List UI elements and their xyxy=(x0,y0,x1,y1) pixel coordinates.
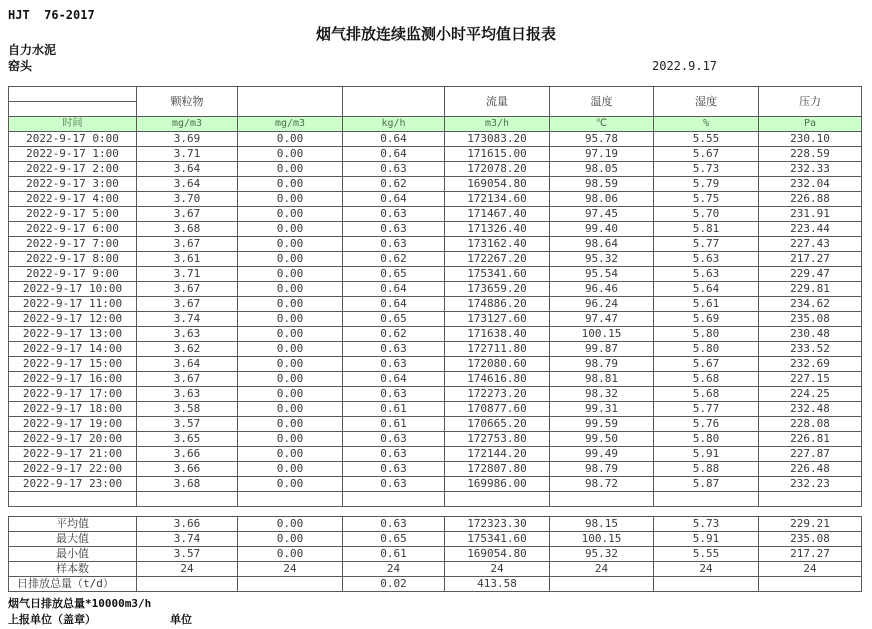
value-cell: 98.59 xyxy=(550,177,654,192)
unit-mgm3-1: mg/m3 xyxy=(137,117,238,132)
company-name: 自力水泥 xyxy=(8,43,57,57)
value-cell: 0.63 xyxy=(343,462,445,477)
value-cell: 98.72 xyxy=(550,477,654,492)
value-cell: 97.47 xyxy=(550,312,654,327)
value-cell: 175341.60 xyxy=(445,532,550,547)
value-cell: 3.61 xyxy=(137,252,238,267)
value-cell: 0.63 xyxy=(343,387,445,402)
value-cell: 5.63 xyxy=(654,267,759,282)
table-row xyxy=(9,282,862,297)
row-label-cell: 2022-9-17 16:00 xyxy=(9,372,137,387)
value-cell: 5.76 xyxy=(654,417,759,432)
value-cell: 96.46 xyxy=(550,282,654,297)
value-cell: 96.24 xyxy=(550,297,654,312)
value-cell: 0.00 xyxy=(238,477,343,492)
value-cell: 3.71 xyxy=(137,267,238,282)
value-cell: 0.64 xyxy=(343,147,445,162)
value-cell: 3.63 xyxy=(137,387,238,402)
summary-row xyxy=(9,562,862,577)
value-cell: 95.78 xyxy=(550,132,654,147)
value-cell: 3.74 xyxy=(137,312,238,327)
table-row xyxy=(9,132,862,147)
value-cell: 171615.00 xyxy=(445,147,550,162)
value-cell: 172711.80 xyxy=(445,342,550,357)
value-cell: 0.00 xyxy=(238,207,343,222)
value-cell: 0.64 xyxy=(343,132,445,147)
value-cell: 3.64 xyxy=(137,357,238,372)
value-cell xyxy=(759,577,862,592)
empty-row xyxy=(9,492,862,507)
row-label-cell: 2022-9-17 22:00 xyxy=(9,462,137,477)
table-row xyxy=(9,177,862,192)
value-cell: 3.71 xyxy=(137,147,238,162)
value-cell: 231.91 xyxy=(759,207,862,222)
value-cell xyxy=(759,492,862,507)
value-cell: 95.54 xyxy=(550,267,654,282)
value-cell xyxy=(550,577,654,592)
value-cell: 0.00 xyxy=(238,372,343,387)
value-cell: 0.00 xyxy=(238,517,343,532)
value-cell: 0.61 xyxy=(343,402,445,417)
value-cell: 97.45 xyxy=(550,207,654,222)
value-cell: 5.79 xyxy=(654,177,759,192)
row-label-cell: 2022-9-17 8:00 xyxy=(9,252,137,267)
row-label-cell: 2022-9-17 1:00 xyxy=(9,147,137,162)
value-cell: 0.00 xyxy=(238,297,343,312)
value-cell: 229.47 xyxy=(759,267,862,282)
value-cell: 226.48 xyxy=(759,462,862,477)
table-row xyxy=(9,147,862,162)
value-cell: 223.44 xyxy=(759,222,862,237)
value-cell: 3.66 xyxy=(137,462,238,477)
value-cell: 173127.60 xyxy=(445,312,550,327)
value-cell: 98.05 xyxy=(550,162,654,177)
value-cell: 0.62 xyxy=(343,327,445,342)
summary-row xyxy=(9,532,862,547)
value-cell: 3.57 xyxy=(137,547,238,562)
value-cell: 3.64 xyxy=(137,162,238,177)
value-cell: 228.59 xyxy=(759,147,862,162)
value-cell: 5.80 xyxy=(654,342,759,357)
value-cell: 227.87 xyxy=(759,447,862,462)
value-cell: 172134.60 xyxy=(445,192,550,207)
value-cell: 24 xyxy=(445,562,550,577)
value-cell: 0.63 xyxy=(343,432,445,447)
value-cell: 0.63 xyxy=(343,517,445,532)
hourly-data-table xyxy=(8,86,862,507)
value-cell: 5.73 xyxy=(654,162,759,177)
value-cell xyxy=(343,492,445,507)
value-cell: 3.70 xyxy=(137,192,238,207)
value-cell: 97.19 xyxy=(550,147,654,162)
value-cell: 99.59 xyxy=(550,417,654,432)
row-label-cell: 2022-9-17 6:00 xyxy=(9,222,137,237)
summary-row xyxy=(9,517,862,532)
unit-pa: Pa xyxy=(759,117,862,132)
header-corner-bottom xyxy=(9,102,137,117)
value-cell: 0.00 xyxy=(238,327,343,342)
unit-header-row xyxy=(9,117,862,132)
header-flow: 流量 xyxy=(445,87,550,117)
row-label-cell: 2022-9-17 13:00 xyxy=(9,327,137,342)
value-cell: 0.64 xyxy=(343,282,445,297)
row-label-cell xyxy=(9,492,137,507)
value-cell: 232.69 xyxy=(759,357,862,372)
row-label-cell: 2022-9-17 10:00 xyxy=(9,282,137,297)
value-cell: 3.66 xyxy=(137,447,238,462)
value-cell xyxy=(137,492,238,507)
unit-label: 单位 xyxy=(170,613,192,626)
value-cell: 0.00 xyxy=(238,177,343,192)
value-cell: 170877.60 xyxy=(445,402,550,417)
value-cell: 224.25 xyxy=(759,387,862,402)
value-cell: 3.68 xyxy=(137,222,238,237)
daily-total-note: 烟气日排放总量*10000m3/h xyxy=(8,597,152,610)
value-cell: 24 xyxy=(759,562,862,577)
value-cell: 226.81 xyxy=(759,432,862,447)
value-cell: 3.67 xyxy=(137,297,238,312)
value-cell: 3.67 xyxy=(137,372,238,387)
value-cell: 98.81 xyxy=(550,372,654,387)
value-cell xyxy=(137,577,238,592)
value-cell: 0.61 xyxy=(343,547,445,562)
value-cell: 5.80 xyxy=(654,432,759,447)
value-cell: 173162.40 xyxy=(445,237,550,252)
row-label-cell: 2022-9-17 9:00 xyxy=(9,267,137,282)
value-cell: 5.88 xyxy=(654,462,759,477)
value-cell: 3.67 xyxy=(137,237,238,252)
value-cell: 99.40 xyxy=(550,222,654,237)
value-cell: 217.27 xyxy=(759,547,862,562)
unit-kgh: kg/h xyxy=(343,117,445,132)
value-cell: 24 xyxy=(654,562,759,577)
value-cell: 99.31 xyxy=(550,402,654,417)
value-cell: 0.00 xyxy=(238,357,343,372)
unit-celsius: ℃ xyxy=(550,117,654,132)
value-cell: 0.62 xyxy=(343,252,445,267)
value-cell: 171467.40 xyxy=(445,207,550,222)
value-cell: 3.67 xyxy=(137,282,238,297)
value-cell: 174616.80 xyxy=(445,372,550,387)
value-cell: 0.00 xyxy=(238,402,343,417)
station-name: 窑头 xyxy=(8,59,33,73)
value-cell: 172273.20 xyxy=(445,387,550,402)
value-cell: 169054.80 xyxy=(445,547,550,562)
value-cell: 235.08 xyxy=(759,312,862,327)
table-row xyxy=(9,162,862,177)
value-cell: 3.67 xyxy=(137,207,238,222)
value-cell: 230.48 xyxy=(759,327,862,342)
value-cell: 233.52 xyxy=(759,342,862,357)
header-time: 时间 xyxy=(9,117,137,132)
header-temperature: 温度 xyxy=(550,87,654,117)
value-cell: 0.00 xyxy=(238,432,343,447)
value-cell: 0.00 xyxy=(238,267,343,282)
value-cell: 230.10 xyxy=(759,132,862,147)
value-cell: 413.58 xyxy=(445,577,550,592)
header-corner-top xyxy=(9,87,137,102)
value-cell: 0.00 xyxy=(238,532,343,547)
value-cell: 0.64 xyxy=(343,372,445,387)
value-cell: 171638.40 xyxy=(445,327,550,342)
value-cell: 0.00 xyxy=(238,147,343,162)
value-cell xyxy=(654,577,759,592)
value-cell: 24 xyxy=(238,562,343,577)
value-cell: 0.00 xyxy=(238,387,343,402)
value-cell: 0.64 xyxy=(343,192,445,207)
value-cell: 5.80 xyxy=(654,327,759,342)
table-row xyxy=(9,372,862,387)
summary-row xyxy=(9,547,862,562)
table-row xyxy=(9,312,862,327)
value-cell xyxy=(445,492,550,507)
value-cell: 170665.20 xyxy=(445,417,550,432)
value-cell: 0.02 xyxy=(343,577,445,592)
value-cell: 0.00 xyxy=(238,447,343,462)
value-cell: 100.15 xyxy=(550,327,654,342)
value-cell: 5.91 xyxy=(654,447,759,462)
value-cell: 0.65 xyxy=(343,267,445,282)
value-cell: 5.69 xyxy=(654,312,759,327)
value-cell: 172267.20 xyxy=(445,252,550,267)
value-cell: 98.06 xyxy=(550,192,654,207)
value-cell: 0.63 xyxy=(343,207,445,222)
table-row xyxy=(9,447,862,462)
header-particulate: 颗粒物 xyxy=(137,87,238,117)
value-cell: 0.64 xyxy=(343,297,445,312)
value-cell: 99.50 xyxy=(550,432,654,447)
value-cell: 5.77 xyxy=(654,237,759,252)
value-cell: 5.77 xyxy=(654,402,759,417)
reporting-unit-label: 上报单位（盖章） xyxy=(8,613,96,626)
value-cell: 0.00 xyxy=(238,417,343,432)
table-row xyxy=(9,342,862,357)
value-cell: 5.67 xyxy=(654,357,759,372)
value-cell: 175341.60 xyxy=(445,267,550,282)
group-header-row xyxy=(9,87,862,102)
value-cell: 5.64 xyxy=(654,282,759,297)
report-date: 2022.9.17 xyxy=(652,59,718,73)
table-row xyxy=(9,267,862,282)
value-cell: 232.23 xyxy=(759,477,862,492)
value-cell: 99.87 xyxy=(550,342,654,357)
value-cell: 169054.80 xyxy=(445,177,550,192)
header-blank-2 xyxy=(343,87,445,117)
value-cell: 5.75 xyxy=(654,192,759,207)
value-cell xyxy=(238,492,343,507)
value-cell: 232.04 xyxy=(759,177,862,192)
value-cell: 5.63 xyxy=(654,252,759,267)
row-label-cell: 2022-9-17 11:00 xyxy=(9,297,137,312)
value-cell: 5.87 xyxy=(654,477,759,492)
row-label-cell: 最小值 xyxy=(9,547,137,562)
page-title: 烟气排放连续监测小时平均值日报表 xyxy=(315,25,556,43)
value-cell: 0.00 xyxy=(238,222,343,237)
value-cell: 0.00 xyxy=(238,252,343,267)
value-cell: 0.00 xyxy=(238,282,343,297)
value-cell: 0.63 xyxy=(343,357,445,372)
value-cell: 235.08 xyxy=(759,532,862,547)
value-cell: 5.61 xyxy=(654,297,759,312)
value-cell: 3.63 xyxy=(137,327,238,342)
table-row xyxy=(9,477,862,492)
row-label-cell: 2022-9-17 18:00 xyxy=(9,402,137,417)
row-label-cell: 2022-9-17 15:00 xyxy=(9,357,137,372)
value-cell: 24 xyxy=(137,562,238,577)
value-cell: 3.58 xyxy=(137,402,238,417)
value-cell: 171326.40 xyxy=(445,222,550,237)
table-row xyxy=(9,207,862,222)
summary-table xyxy=(8,516,862,592)
row-label-cell: 2022-9-17 3:00 xyxy=(9,177,137,192)
value-cell: 3.62 xyxy=(137,342,238,357)
value-cell: 3.74 xyxy=(137,532,238,547)
value-cell: 0.00 xyxy=(238,132,343,147)
value-cell: 172807.80 xyxy=(445,462,550,477)
value-cell: 5.73 xyxy=(654,517,759,532)
value-cell: 0.63 xyxy=(343,222,445,237)
row-label-cell: 日排放总量（t/d） xyxy=(9,577,137,592)
value-cell: 3.68 xyxy=(137,477,238,492)
value-cell xyxy=(550,492,654,507)
value-cell xyxy=(238,577,343,592)
value-cell: 227.15 xyxy=(759,372,862,387)
value-cell: 0.65 xyxy=(343,312,445,327)
row-label-cell: 2022-9-17 0:00 xyxy=(9,132,137,147)
table-row xyxy=(9,402,862,417)
summary-row xyxy=(9,577,862,592)
value-cell: 5.81 xyxy=(654,222,759,237)
value-cell: 0.00 xyxy=(238,237,343,252)
value-cell: 172078.20 xyxy=(445,162,550,177)
value-cell: 0.62 xyxy=(343,177,445,192)
value-cell: 226.88 xyxy=(759,192,862,207)
header-humidity: 湿度 xyxy=(654,87,759,117)
value-cell: 172323.30 xyxy=(445,517,550,532)
row-label-cell: 2022-9-17 2:00 xyxy=(9,162,137,177)
value-cell: 173083.20 xyxy=(445,132,550,147)
value-cell: 0.63 xyxy=(343,342,445,357)
value-cell: 229.81 xyxy=(759,282,862,297)
value-cell: 0.00 xyxy=(238,547,343,562)
unit-mgm3-2: mg/m3 xyxy=(238,117,343,132)
value-cell: 0.63 xyxy=(343,447,445,462)
table-row xyxy=(9,417,862,432)
value-cell xyxy=(654,492,759,507)
value-cell: 5.55 xyxy=(654,132,759,147)
table-row xyxy=(9,222,862,237)
row-label-cell: 2022-9-17 4:00 xyxy=(9,192,137,207)
value-cell: 0.00 xyxy=(238,342,343,357)
doc-code: HJT 76-2017 xyxy=(8,8,95,22)
value-cell: 5.91 xyxy=(654,532,759,547)
row-label-cell: 2022-9-17 14:00 xyxy=(9,342,137,357)
value-cell: 0.65 xyxy=(343,532,445,547)
value-cell: 5.68 xyxy=(654,387,759,402)
value-cell: 217.27 xyxy=(759,252,862,267)
value-cell: 3.64 xyxy=(137,177,238,192)
value-cell: 98.79 xyxy=(550,357,654,372)
value-cell: 3.57 xyxy=(137,417,238,432)
value-cell: 98.79 xyxy=(550,462,654,477)
row-label-cell: 2022-9-17 20:00 xyxy=(9,432,137,447)
table-row xyxy=(9,462,862,477)
value-cell: 95.32 xyxy=(550,252,654,267)
row-label-cell: 样本数 xyxy=(9,562,137,577)
value-cell: 24 xyxy=(343,562,445,577)
row-label-cell: 2022-9-17 17:00 xyxy=(9,387,137,402)
row-label-cell: 2022-9-17 7:00 xyxy=(9,237,137,252)
value-cell: 3.69 xyxy=(137,132,238,147)
row-label-cell: 2022-9-17 5:00 xyxy=(9,207,137,222)
value-cell: 100.15 xyxy=(550,532,654,547)
table-row xyxy=(9,357,862,372)
value-cell: 5.70 xyxy=(654,207,759,222)
value-cell: 169986.00 xyxy=(445,477,550,492)
value-cell: 98.32 xyxy=(550,387,654,402)
value-cell: 172144.20 xyxy=(445,447,550,462)
value-cell: 227.43 xyxy=(759,237,862,252)
value-cell: 232.48 xyxy=(759,402,862,417)
row-label-cell: 2022-9-17 23:00 xyxy=(9,477,137,492)
table-row xyxy=(9,237,862,252)
table-row xyxy=(9,387,862,402)
value-cell: 3.66 xyxy=(137,517,238,532)
value-cell: 24 xyxy=(550,562,654,577)
value-cell: 0.61 xyxy=(343,417,445,432)
value-cell: 234.62 xyxy=(759,297,862,312)
value-cell: 98.64 xyxy=(550,237,654,252)
value-cell: 0.63 xyxy=(343,477,445,492)
value-cell: 5.55 xyxy=(654,547,759,562)
value-cell: 98.15 xyxy=(550,517,654,532)
value-cell: 0.00 xyxy=(238,192,343,207)
value-cell: 5.67 xyxy=(654,147,759,162)
table-row xyxy=(9,297,862,312)
row-label-cell: 2022-9-17 21:00 xyxy=(9,447,137,462)
value-cell: 0.63 xyxy=(343,237,445,252)
value-cell: 0.00 xyxy=(238,462,343,477)
header-blank-1 xyxy=(238,87,343,117)
row-label-cell: 平均值 xyxy=(9,517,137,532)
unit-m3h: m3/h xyxy=(445,117,550,132)
value-cell: 0.00 xyxy=(238,162,343,177)
unit-percent: % xyxy=(654,117,759,132)
value-cell: 0.00 xyxy=(238,312,343,327)
value-cell: 232.33 xyxy=(759,162,862,177)
row-label-cell: 2022-9-17 19:00 xyxy=(9,417,137,432)
value-cell: 228.08 xyxy=(759,417,862,432)
value-cell: 0.63 xyxy=(343,162,445,177)
value-cell: 173659.20 xyxy=(445,282,550,297)
table-row xyxy=(9,192,862,207)
value-cell: 229.21 xyxy=(759,517,862,532)
value-cell: 3.65 xyxy=(137,432,238,447)
header-pressure: 压力 xyxy=(759,87,862,117)
table-row xyxy=(9,327,862,342)
row-label-cell: 最大值 xyxy=(9,532,137,547)
value-cell: 172753.80 xyxy=(445,432,550,447)
value-cell: 99.49 xyxy=(550,447,654,462)
table-row xyxy=(9,252,862,267)
value-cell: 5.68 xyxy=(654,372,759,387)
table-row xyxy=(9,432,862,447)
row-label-cell: 2022-9-17 12:00 xyxy=(9,312,137,327)
value-cell: 172080.60 xyxy=(445,357,550,372)
value-cell: 95.32 xyxy=(550,547,654,562)
value-cell: 174886.20 xyxy=(445,297,550,312)
